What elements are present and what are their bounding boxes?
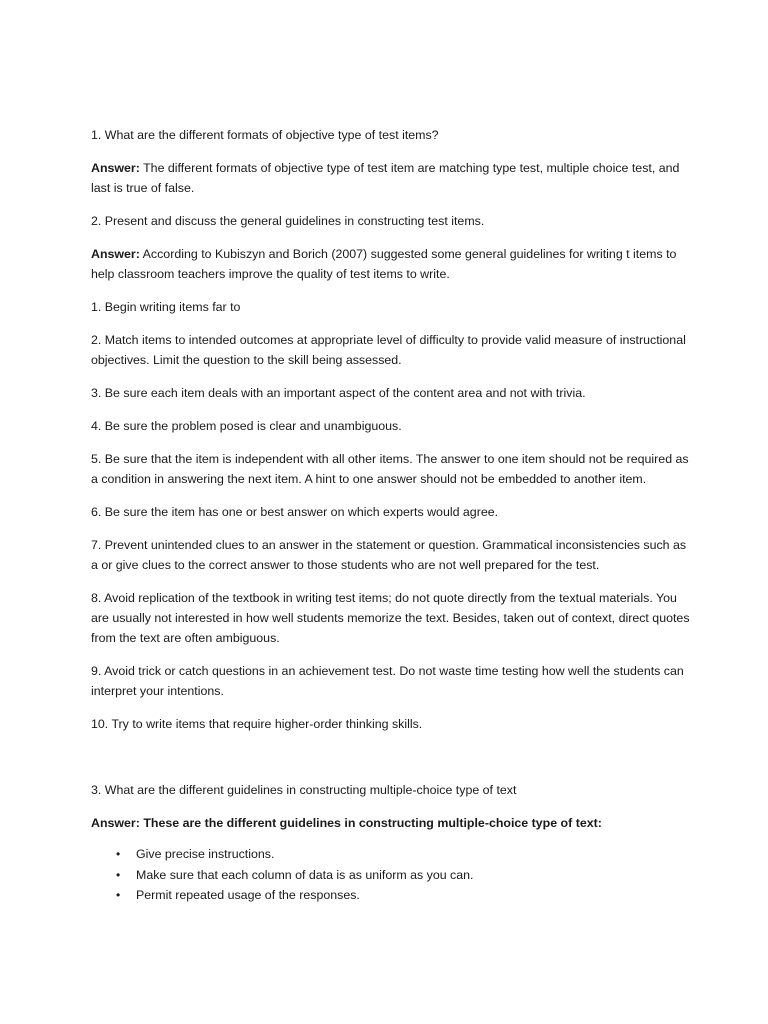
guideline-5: 5. Be sure that the item is independent with all other items. The answer to one item should not be required as a condition in answering the next item. A hint to one answer should not be embedded to another item. (91, 452, 689, 486)
bullet-item (91, 844, 691, 865)
answer-2-text: According to Kubiszyn and Borich (2007) suggested some general guidelines for writing t items to help classroom teachers improve the quality of test items to write. (91, 247, 677, 281)
section-spacer (91, 747, 691, 780)
bullet-icon: • (116, 847, 121, 861)
document-body (91, 125, 691, 906)
guideline-6: 6. Be sure the item has one or best answer on which experts would agree. (91, 505, 499, 519)
question-3: 3. What are the different guidelines in constructing multiple-choice type of text (91, 783, 517, 797)
guideline-2: 2. Match items to intended outcomes at appropriate level of difficulty to provide valid measure of instructional objectives. Limit the question to the skill being assessed. (91, 333, 686, 367)
bullet-item (91, 865, 691, 886)
guideline-7: 7. Prevent unintended clues to an answer in the statement or question. Grammatical inconsistencies such as a or give clues to the correct answer to those students who are not well prepared for the test. (91, 538, 687, 572)
bullet-list (91, 844, 691, 906)
bullet-text: Make sure that each column of data is as uniform as you can. (136, 867, 474, 882)
answer-2 (91, 244, 691, 284)
bullet-text: Give precise instructions. (136, 847, 275, 861)
answer-label: Answer: (91, 161, 140, 175)
guideline-1: 1. Begin writing items far to (91, 300, 241, 314)
answer-1 (91, 158, 691, 198)
bullet-icon: • (116, 888, 121, 902)
guideline-3: 3. Be sure each item deals with an important aspect of the content area and not with trivia. (91, 386, 586, 400)
bullet-text: Permit repeated usage of the responses. (136, 888, 360, 902)
bullet-icon: • (116, 867, 121, 882)
guideline-4: 4. Be sure the problem posed is clear and unambiguous. (91, 419, 402, 433)
guideline-10: 10. Try to write items that require higher-order thinking skills. (91, 717, 423, 731)
answer-label: Answer: (91, 247, 140, 261)
answer-3-text: These are the different guidelines in constructing multiple-choice type of text: (139, 816, 602, 830)
answer-label: Answer: (91, 816, 140, 830)
guideline-9: 9. Avoid trick or catch questions in an achievement test. Do not waste time testing how well the students can interpret your intentions. (91, 664, 684, 698)
bullet-item (91, 885, 691, 906)
answer-3 (91, 813, 691, 833)
answer-1-text: The different formats of objective type of test item are matching type test, multiple choice test, and last is true of false. (91, 161, 680, 195)
question-2: 2. Present and discuss the general guidelines in constructing test items. (91, 214, 485, 228)
question-1: 1. What are the different formats of objective type of test items? (91, 128, 439, 142)
guideline-8: 8. Avoid replication of the textbook in writing test items; do not quote directly from the textual materials. You are usually not interested in how well students memorize the text. Besides, taken out of context, direct quotes from the text are often ambiguous. (91, 591, 690, 645)
